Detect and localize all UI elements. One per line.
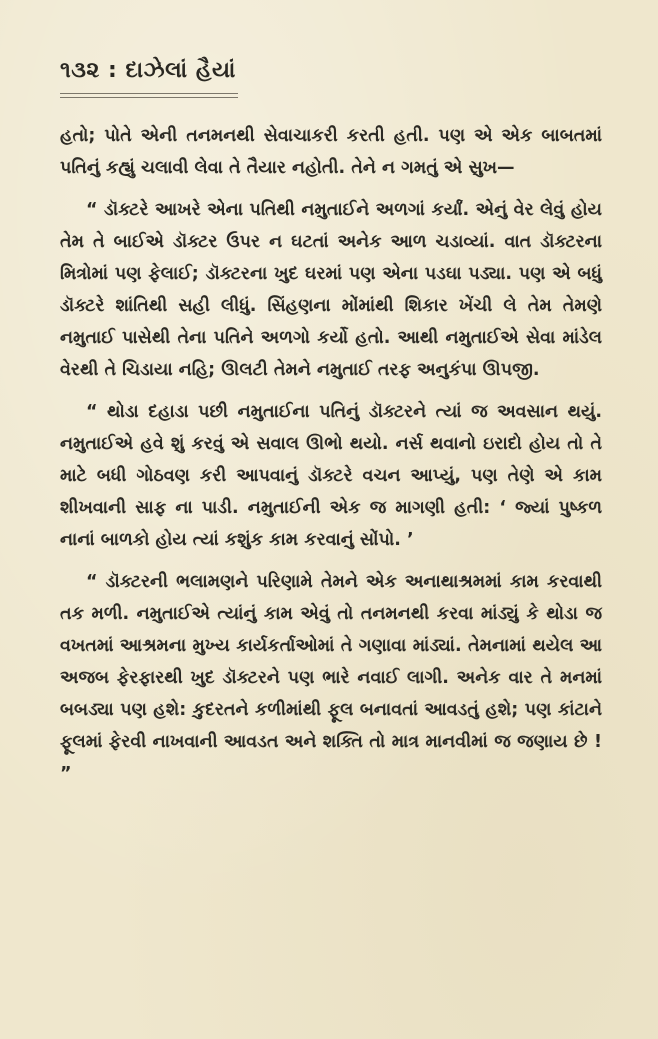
paragraph: “ થોડા દહાડા પછી નમુતાઈના પતિનું ડૉક્ટરને ત્યાં જ અવસાન થયું. નમુતાઈએ હવે શું કરવું એ સવાલ ઊભો થયો. નર્સ થવાનો ઇરાદો હોય તો તે માટે બધી ગોઠવણ કરી આપવાનું ડૉક્ટરે વચન આપ્યું, પણ તેણે એ કામ શીખવાની સાફ ના પાડી. નમુતાઈની એક જ માગણી હતી: ‘ જ્યાં પુષ્કળ નાનાં બાળકો હોય ત્યાં કશુંક કામ કરવાનું સોંપો. ’ <box>60 402 602 550</box>
running-head-underline <box>60 93 238 98</box>
running-head: ૧૩૨ : દાઝેલાં હૈયાં <box>60 58 236 83</box>
body-text <box>60 120 602 800</box>
paragraph: “ ડૉક્ટરે આખરે એના પતિથી નમુતાઈને અળગાં કર્યાં. એનું વેર લેવું હોય તેમ તે બાઈએ ડૉક્ટર ઉપર ન ઘટતાં અનેક આળ ચડાવ્યાં. વાત ડૉક્ટરના મિત્રોમાં પણ ફેલાઈ; ડૉક્ટરના ખુદ ઘરમાં પણ એના પડઘા પડ્યા. પણ એ બધું ડૉક્ટરે શાંતિથી સહી લીધું. સિંહણના મોંમાંથી શિકાર ખેંચી લે તેમ તેમણે નમુતાઈ પાસેથી તેના પતિને અળગો કર્યો હતો. આથી નમુતાઈએ સેવા માંડેલ વેરથી તે ચિડાયા નહિ; ઊલટી તેમને નમુતાઈ તરફ અનુકંપા ઊપજી. <box>60 200 602 380</box>
paragraph: “ ડૉક્ટરની ભલામણને પરિણામે તેમને એક અનાથાશ્રમમાં કામ કરવાથી તક મળી. નમુતાઈએ ત્યાંનું કામ એવું તો તનમનથી કરવા માંડ્યું કે થોડા જ વખતમાં આશ્રમના મુખ્ય કાર્યકર્તાઓમાં તે ગણાવા માંડ્યાં. તેમનામાં થયેલ આ અજબ ફેરફારથી ખુદ ડૉક્ટરને પણ ભારે નવાઈ લાગી. અનેક વાર તે મનમાં બબડ્યા પણ હશે: કુદરતને કળીમાંથી ફૂલ બનાવતાં આવડતું હશે; પણ કાંટાને ફૂલમાં ફેરવી નાખવાની આવડત અને શક્તિ તો માત્ર માનવીમાં જ જણાય છે ! ” <box>60 572 602 784</box>
paragraph-continuation: હતો; પોતે એની તનમનથી સેવાચાકરી કરતી હતી. પણ એ એક બાબતમાં પતિનું કહ્યું ચલાવી લેવા તે તૈયાર નહોતી. તેને ન ગમતું એ સુખ— <box>60 126 602 178</box>
